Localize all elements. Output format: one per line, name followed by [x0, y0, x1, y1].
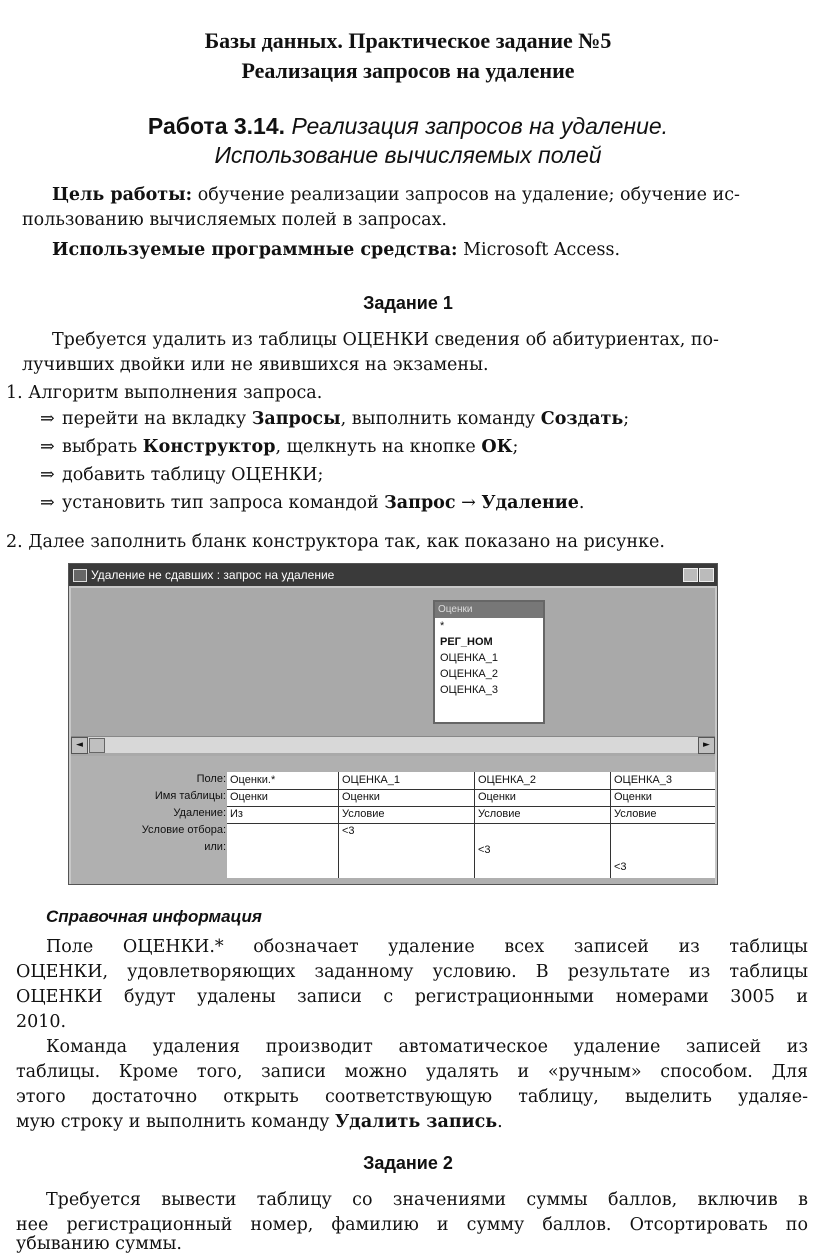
field-list-item[interactable]: * — [440, 620, 445, 632]
step1-text: Алгоритм выполнения запроса. — [28, 383, 323, 403]
design-grid-pane — [71, 756, 715, 884]
goal-text1: обучение реализации запросов на удаление; обучение ис- — [192, 185, 740, 205]
horizontal-scrollbar[interactable] — [71, 736, 715, 753]
reference-heading: Справочная информация — [46, 907, 262, 926]
step1-item-3 — [40, 463, 800, 488]
item-text: . — [578, 493, 585, 513]
reference-p1-line4: 2010. — [16, 1012, 67, 1032]
row-label-delete: Удаление: — [173, 807, 226, 819]
grid-cell-field[interactable]: Оценки.* — [230, 774, 276, 786]
reference-p2-line4 — [16, 1110, 503, 1135]
step1-num: 1. — [6, 383, 23, 403]
step1-item-1 — [40, 407, 800, 432]
grid-cell-criteria[interactable]: <3 — [342, 825, 355, 837]
task1-heading: Задание 1 — [363, 293, 453, 313]
tools-label: Используемые программные средства: — [52, 240, 458, 260]
goal-label: Цель работы: — [52, 185, 193, 205]
field-list-item[interactable]: ОЦЕНКА_3 — [440, 684, 498, 696]
scroll-left-icon[interactable]: ◄ — [71, 737, 88, 754]
step1-item-2 — [40, 435, 800, 460]
field-list-title: Оценки — [435, 602, 543, 618]
task2-line1: Требуется вывести таблицу со значениями суммы баллов, включив в — [46, 1190, 808, 1210]
item-text: выбрать — [62, 437, 143, 457]
field-list-item[interactable]: ОЦЕНКА_1 — [440, 652, 498, 664]
grid-cell-table[interactable]: Оценки — [342, 791, 380, 803]
goal-line2: пользованию вычисляемых полей в запросах. — [22, 210, 447, 230]
tools-text: Microsoft Access. — [457, 240, 621, 260]
item-text: перейти на вкладку — [62, 409, 252, 429]
grid-cell-delete[interactable]: Условие — [342, 808, 385, 820]
design-grid — [227, 772, 715, 878]
work-title — [0, 113, 816, 140]
task2-line3: убыванию суммы. — [16, 1234, 182, 1254]
table-field-list[interactable] — [433, 600, 545, 724]
item-bold: ОК — [481, 437, 513, 457]
grid-cell-delete[interactable]: Условие — [478, 808, 521, 820]
step2-text: Далее заполнить бланк конструктора так, как показано на рисунке. — [28, 532, 665, 552]
reference-p2-line3: этого достаточно открыть соответствующую таблицу, выделить удаляе- — [16, 1087, 808, 1107]
step1-line — [6, 381, 786, 406]
reference-p2-line2: таблицы. Кроме того, записи можно удалять и «ручным» способом. Для — [16, 1062, 808, 1082]
reference-p1-line1: Поле ОЦЕНКИ.* обозначает удаление всех записей из таблицы — [46, 937, 808, 957]
item-text: ; — [512, 437, 519, 457]
step2-line — [6, 530, 806, 555]
minimize-icon[interactable] — [683, 568, 698, 582]
grid-cell-or[interactable]: <3 — [478, 844, 491, 856]
task2-line2: нее регистрационный номер, фамилию и сумму баллов. Отсортировать по — [16, 1215, 808, 1235]
grid-cell-or[interactable]: <3 — [614, 861, 627, 873]
item-text: , щелкнуть на кнопке — [275, 437, 482, 457]
item-bold: Создать — [540, 409, 624, 429]
maximize-icon[interactable] — [699, 568, 714, 582]
reference-p1-line3: ОЦЕНКИ будут удалены записи с регистрационными номерами 3005 и — [16, 987, 808, 1007]
step1-item-4 — [40, 491, 800, 516]
item-text: ; — [623, 409, 630, 429]
item-text: , выполнить команду — [340, 409, 541, 429]
grid-cell-table[interactable]: Оценки — [478, 791, 516, 803]
task2-heading: Задание 2 — [363, 1153, 453, 1173]
grid-cell-table[interactable]: Оценки — [230, 791, 268, 803]
row-label-table: Имя таблицы: — [154, 790, 226, 802]
item-bold: Конструктор — [142, 437, 276, 457]
doc-header-line1: Базы данных. Практическое задание №5 — [204, 28, 612, 53]
row-label-field: Поле: — [196, 773, 226, 785]
grid-cell-delete[interactable]: Из — [230, 808, 243, 820]
grid-cell-criteria[interactable] — [227, 823, 338, 840]
work-title-part1: Реализация запросов на удаление. — [291, 113, 669, 139]
tools-line — [52, 238, 792, 263]
grid-cell-field[interactable]: ОЦЕНКА_1 — [342, 774, 400, 786]
field-list-item[interactable]: ОЦЕНКА_2 — [440, 668, 498, 680]
reference-p2-text: мую строку и выполнить команду — [16, 1112, 335, 1132]
work-number: Работа 3.14. — [147, 113, 286, 139]
window-titlebar — [69, 564, 717, 586]
grid-cell-field[interactable]: ОЦЕНКА_3 — [614, 774, 672, 786]
item-bold: Запросы — [251, 409, 341, 429]
reference-command: Удалить запись — [334, 1112, 498, 1132]
arrow-icon: ⇒ — [40, 437, 55, 457]
query-icon — [73, 569, 87, 582]
arrow-icon: ⇒ — [40, 493, 55, 513]
reference-p1-line2: ОЦЕНКИ, удовлетворяющих заданному условию. В результате из таблицы — [16, 962, 808, 982]
scroll-right-icon[interactable]: ► — [698, 737, 715, 754]
grid-cell-table[interactable]: Оценки — [614, 791, 652, 803]
table-pane — [71, 588, 715, 756]
doc-header-line2: Реализация запросов на удаление — [241, 58, 575, 83]
reference-p2-line1: Команда удаления производит автоматическое удаление записей из — [46, 1037, 808, 1057]
task1-line2: лучивших двойки или не явившихся на экзамены. — [22, 355, 489, 375]
goal-line1 — [52, 183, 792, 208]
grid-cell-field[interactable]: ОЦЕНКА_2 — [478, 774, 536, 786]
grid-cell-delete[interactable]: Условие — [614, 808, 657, 820]
task1-line1: Требуется удалить из таблицы ОЦЕНКИ сведения об абитуриентах, по- — [52, 330, 719, 350]
item-text: добавить таблицу ОЦЕНКИ; — [62, 465, 324, 485]
work-title-part2: Использование вычисляемых полей — [214, 142, 602, 168]
scroll-thumb[interactable] — [89, 738, 105, 753]
work-subtitle — [0, 142, 816, 169]
arrow-icon: ⇒ — [40, 409, 55, 429]
arrow-icon: ⇒ — [40, 465, 55, 485]
item-bold: Удаление — [481, 493, 579, 513]
step2-num: 2. — [6, 532, 23, 552]
item-bold: Запрос — [384, 493, 456, 513]
row-label-criteria: Условие отбора: — [141, 824, 226, 836]
field-list-item[interactable]: РЕГ_НОМ — [440, 636, 493, 648]
reference-p2-end: . — [497, 1112, 503, 1132]
query-designer-window — [68, 563, 718, 885]
item-text: установить тип запроса командой — [62, 493, 385, 513]
window-title: Удаление не сдавших : запрос на удаление — [91, 568, 335, 582]
row-label-or: или: — [204, 841, 226, 853]
item-text: → — [455, 493, 482, 513]
